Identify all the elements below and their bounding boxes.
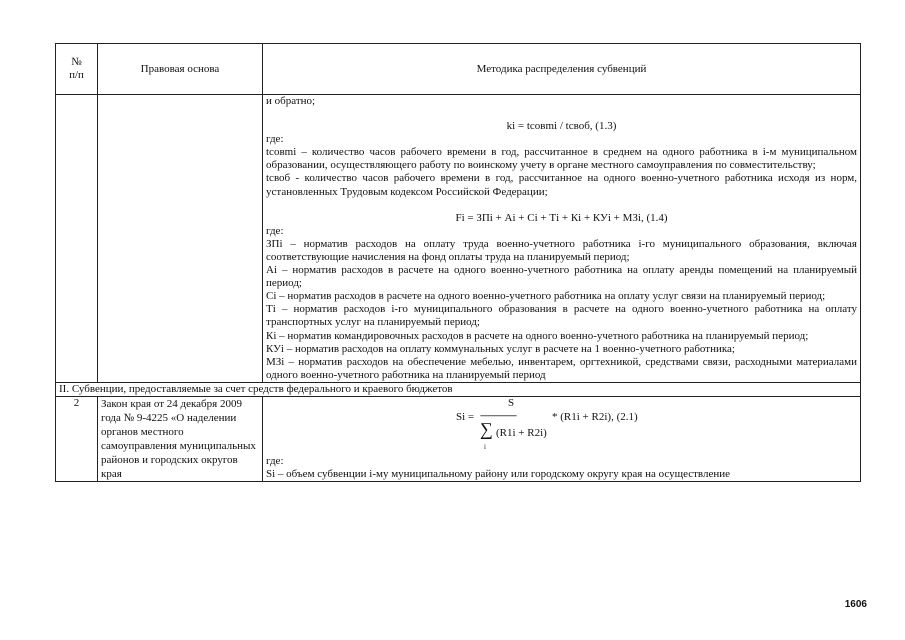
- header-num-cell: [56, 44, 98, 95]
- table-header-row: [56, 44, 861, 95]
- row1-method: [263, 95, 861, 383]
- header-num-label: №: [71, 56, 82, 68]
- formula-denominator: (R1i + R2i): [496, 426, 547, 439]
- row1-basis: [98, 95, 263, 383]
- row2-num: 2: [56, 396, 98, 481]
- table-row: [56, 95, 861, 383]
- formula-sum-index: i: [484, 442, 486, 451]
- page-number: 1606: [844, 599, 867, 610]
- section-row: [56, 382, 861, 396]
- text-line: и обратно;: [266, 95, 316, 107]
- formula-fraction-bar: ------------------: [480, 409, 516, 420]
- section-title: II. Субвенции, предоставляемые за счет средств федерального и краевого бюджетов: [56, 382, 861, 396]
- formula-2-1: [266, 397, 857, 455]
- formula-left: Si =: [456, 410, 475, 423]
- text-line: tсвоб - количество часов рабочего времени в год, рассчитанное на одного военно-учетного работника исходя из норм, установленных Трудовым кодексом Российской Федерации;: [266, 172, 857, 198]
- subsidy-table: [55, 43, 861, 482]
- text-line: где:: [266, 224, 284, 237]
- text-line: tсовmi – количество часов рабочего времени в год, рассчитанное в среднем на одного работника в i-м муниципальном образовании, осуществляющего работу по воинскому учету в органе местного самоуправления по совместительству;: [266, 146, 857, 172]
- table-row: [56, 396, 861, 481]
- text-line: где:: [266, 133, 284, 146]
- formula-numerator: S: [508, 396, 515, 409]
- text-line: где:: [266, 454, 284, 467]
- header-method: Методика распределения субвенций: [263, 44, 861, 95]
- text-line: Сi – норматив расходов в расчете на одного военно-учетного работника на оплату услуг связи на планируемый период;: [266, 290, 826, 303]
- row2-law: Закон края от 24 декабря 2009 года № 9-4225 «О наделении органов местного самоуправления муниципальных районов и городских округов края: [98, 396, 263, 481]
- text-line: Аi – норматив расходов в расчете на одного военно-учетного работника на оплату аренды помещений на планируемый период;: [266, 264, 857, 290]
- text-line: Si – объем субвенции i-му муниципальному району или городскому округу края на осуществление: [266, 467, 730, 480]
- formula-1-4: Fi = ЗПi + Аi + Сi + Тi + Кi + КУi + МЗi, (1.4): [455, 211, 668, 224]
- row2-method: [263, 396, 861, 481]
- header-num-sub: п/п: [69, 69, 84, 81]
- text-line: Тi – норматив расходов i-го муниципального образования в расчете на одного военно-учетного работника на оплату транспортных услуг на планируемый период;: [266, 303, 857, 329]
- formula-right: * (R1i + R2i), (2.1): [552, 410, 638, 423]
- formula-1-3: ki = tсовmi / tсвоб, (1.3): [506, 120, 617, 133]
- row1-num: [56, 95, 98, 383]
- header-basis: Правовая основа: [98, 44, 263, 95]
- text-line: Кi – норматив командировочных расходов в расчете на одного военно-учетного работника на планируемый период;: [266, 329, 809, 342]
- text-line: ЗПi – норматив расходов на оплату труда военно-учетного работника i-го муниципального образования, включая соответствующие начисления на фонд оплаты труда на планируемый период;: [266, 237, 857, 263]
- text-line: МЗi – норматив расходов на обеспечение мебелью, инвентарем, оргтехникой, средствами связи, расходными материалами одного военно-учетного работника на планируемый период: [266, 355, 857, 381]
- formula-sum-sign: ∑: [480, 418, 493, 439]
- text-line: КУi – норматив расходов на оплату коммунальных услуг в расчете на 1 военно-учетного работника;: [266, 342, 735, 355]
